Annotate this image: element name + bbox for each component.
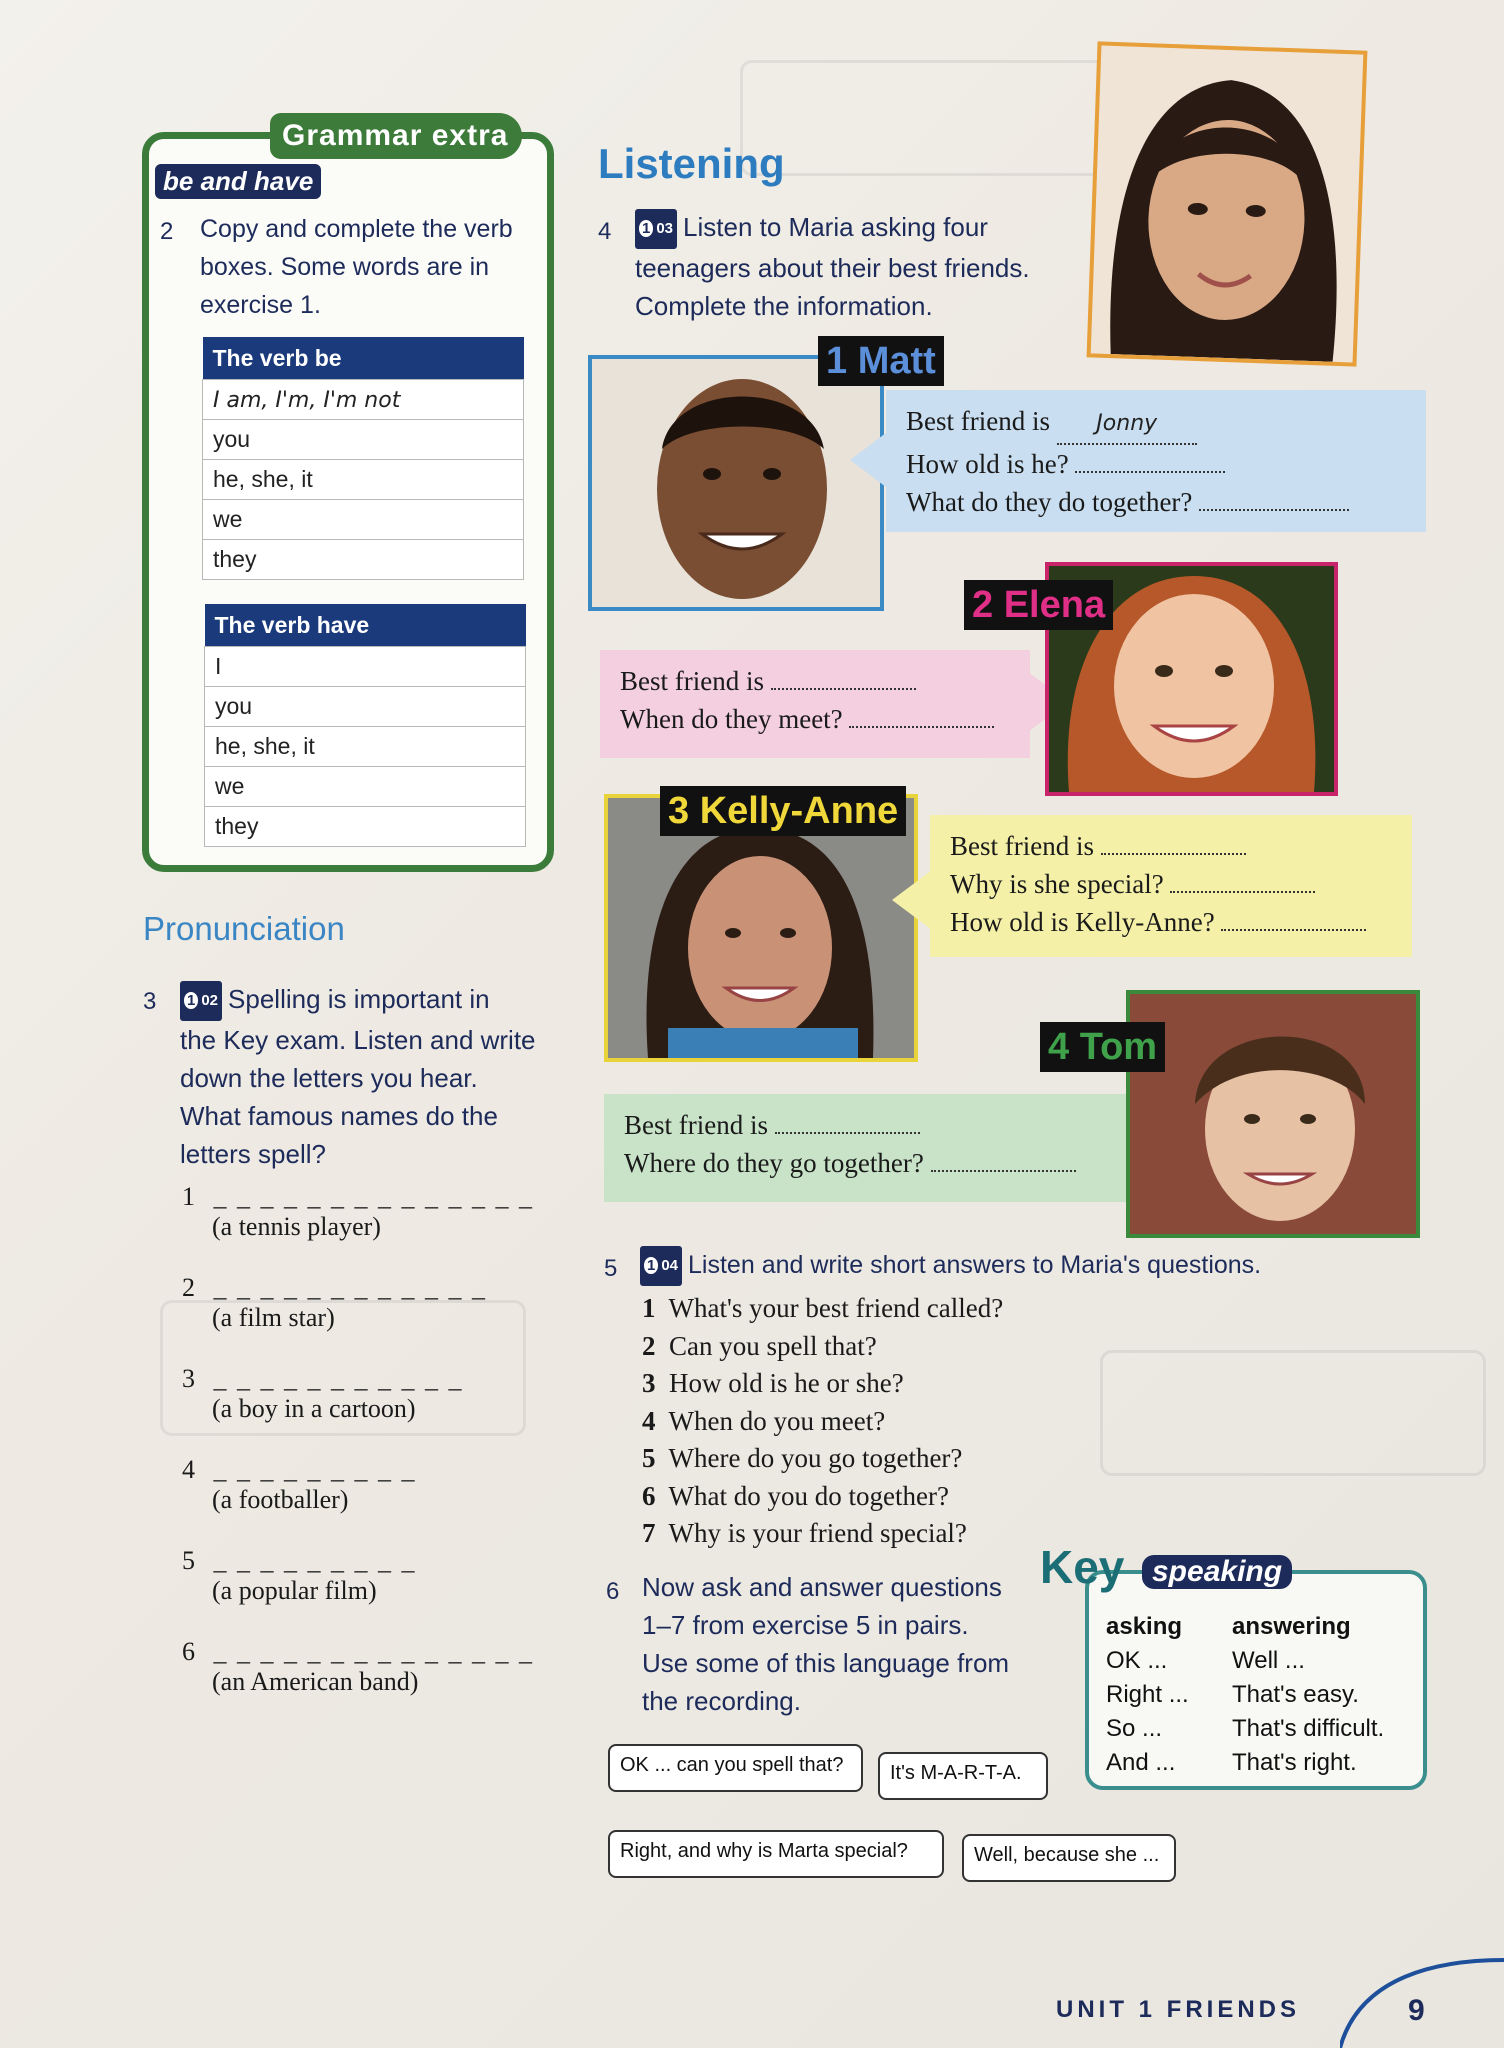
item-hint: (a tennis player): [212, 1212, 381, 1241]
track-number: 03: [656, 220, 674, 238]
list-item: Right ...: [1106, 1681, 1189, 1708]
letter-blanks[interactable]: _ _ _ _ _ _ _ _ _ _ _ _ _ _: [213, 1182, 534, 1211]
answer-field[interactable]: [849, 726, 994, 728]
verb-be-table: [202, 337, 524, 580]
item-number: 6: [182, 1637, 195, 1666]
exercise-6-instruction: [642, 1568, 1042, 1720]
answer-field[interactable]: [1057, 402, 1197, 445]
list-item: [182, 1364, 562, 1455]
question-text: Can you spell that?: [669, 1330, 877, 1361]
asking-header: asking: [1106, 1613, 1183, 1640]
speech-bubble: OK ... can you spell that?: [608, 1744, 863, 1792]
audio-track-icon[interactable]: [635, 209, 677, 249]
list-item: [642, 1440, 1003, 1478]
list-item: Well ...: [1232, 1647, 1305, 1674]
table-row: he, she, it: [205, 727, 526, 767]
verb-have-title: The verb have: [205, 604, 526, 647]
name-tag-tom: [1040, 1022, 1165, 1072]
info-line: Best friend is: [906, 406, 1050, 436]
item-number: 5: [182, 1546, 195, 1575]
letter-blanks[interactable]: _ _ _ _ _ _ _ _ _: [213, 1455, 417, 1484]
table-row: they: [205, 807, 526, 847]
answering-column: [1232, 1610, 1384, 1780]
list-item: [642, 1478, 1003, 1516]
letter-blanks[interactable]: _ _ _ _ _ _ _ _ _ _ _ _: [213, 1273, 487, 1302]
item-number: 2: [642, 1330, 656, 1361]
handwritten-answer: I am, I'm, I'm not: [213, 388, 401, 413]
tom-info-box: [604, 1094, 1152, 1202]
list-item: That's easy.: [1232, 1681, 1359, 1708]
instruction-line: Spelling is important in: [228, 984, 490, 1014]
grammar-extra-subtitle: be and have: [155, 164, 321, 199]
track-number: 04: [661, 1257, 679, 1275]
info-line: What do they do together?: [906, 487, 1193, 517]
instruction-line: teenagers about their best friends.: [635, 253, 1030, 284]
boy-portrait-icon: [1130, 994, 1416, 1234]
item-hint: (a popular film): [212, 1576, 377, 1605]
boy-portrait-icon: [592, 359, 880, 607]
list-item: [182, 1455, 562, 1546]
exercise-4-number: 4: [598, 218, 612, 245]
pointer-arrow-icon: [892, 870, 932, 930]
info-line: How old is Kelly-Anne?: [950, 907, 1215, 937]
elena-info-box: [600, 650, 1030, 758]
instruction-line: Use some of this language from: [642, 1648, 1010, 1678]
info-line: Best friend is: [620, 666, 764, 696]
item-hint: (a film star): [212, 1303, 335, 1332]
tom-photo: [1126, 990, 1420, 1238]
instruction-line: Complete the information.: [635, 291, 933, 322]
answer-field[interactable]: [931, 1170, 1076, 1172]
list-item: [642, 1290, 1003, 1328]
list-item: [182, 1546, 562, 1637]
question-text: When do you meet?: [668, 1405, 886, 1436]
listening-heading: Listening: [598, 140, 785, 187]
list-item: [642, 1515, 1003, 1553]
table-row: you: [203, 420, 524, 460]
question-text: Why is your friend special?: [668, 1518, 967, 1548]
answer-field[interactable]: [775, 1132, 920, 1134]
speech-bubble: Well, because she ...: [962, 1834, 1176, 1882]
audio-track-icon[interactable]: [180, 981, 222, 1021]
exercise-4-instruction: [635, 208, 1105, 325]
handwritten-answer: Jonny: [1096, 411, 1158, 436]
letter-blanks[interactable]: _ _ _ _ _ _ _ _ _ _ _ _ _ _: [213, 1637, 534, 1666]
answer-field[interactable]: [1170, 891, 1315, 893]
table-row: we: [203, 500, 524, 540]
pronunciation-heading: Pronunciation: [143, 910, 345, 947]
cd-number: 1: [639, 220, 653, 237]
name-tag-text: 2 Elena: [972, 584, 1106, 626]
exercise-6-number: 6: [606, 1578, 620, 1605]
list-item: That's right.: [1232, 1749, 1357, 1776]
key-speaking-subtitle: speaking: [1142, 1555, 1292, 1589]
name-tag-elena: [964, 580, 1113, 630]
item-number: 3: [642, 1368, 656, 1398]
name-tag-text: 1 Matt: [826, 340, 936, 382]
instruction-line: What famous names do the: [180, 1101, 498, 1132]
instruction-line: exercise 1.: [200, 291, 321, 319]
cd-number: 1: [644, 1257, 658, 1274]
instruction-line: Listen to Maria asking four: [683, 212, 988, 242]
cd-number: 1: [184, 992, 198, 1009]
list-item: That's difficult.: [1232, 1715, 1385, 1742]
list-item: [182, 1273, 562, 1364]
table-row: they: [203, 540, 524, 580]
item-number: 1: [642, 1293, 656, 1323]
list-item: And ...: [1106, 1749, 1176, 1776]
speech-bubble: Right, and why is Marta special?: [608, 1830, 944, 1878]
exercise-5-questions: [642, 1290, 1003, 1553]
instruction-line: Copy and complete the verb: [200, 215, 513, 243]
exercise-5-number: 5: [604, 1255, 618, 1282]
answer-field[interactable]: [1199, 509, 1349, 511]
table-row: you: [205, 687, 526, 727]
name-tag-matt: [818, 336, 944, 386]
item-number: 7: [642, 1518, 656, 1548]
letter-blanks[interactable]: _ _ _ _ _ _ _ _ _ _ _: [213, 1364, 464, 1393]
grammar-extra-badge: Grammar extra: [270, 113, 522, 159]
table-row: he, she, it: [203, 460, 524, 500]
answer-field[interactable]: [1075, 471, 1225, 473]
maria-photo: [1087, 41, 1368, 366]
instruction-line: Now ask and answer questions: [642, 1572, 1002, 1602]
matt-photo: [588, 355, 884, 611]
exercise-5-instruction: [640, 1246, 1430, 1286]
list-item: So ...: [1106, 1715, 1163, 1742]
item-number: 4: [642, 1405, 656, 1436]
instruction-line: boxes. Some words are in: [200, 253, 490, 281]
page-number: 9: [1408, 1994, 1425, 2027]
item-number: 3: [182, 1364, 195, 1393]
item-hint: (a boy in a cartoon): [212, 1394, 416, 1423]
exercise-2-number: 2: [160, 218, 174, 245]
item-number: 5: [642, 1443, 656, 1473]
question-text: What's your best friend called?: [668, 1293, 1004, 1323]
item-number: 4: [182, 1455, 195, 1484]
verb-have-table: [204, 604, 526, 847]
pointer-arrow-icon: [850, 430, 890, 490]
instruction-line: down the letters you hear.: [180, 1063, 478, 1094]
exercise-3-instruction: [180, 980, 560, 1173]
question-text: How old is he or she?: [669, 1368, 904, 1398]
info-line: Where do they go together?: [624, 1148, 924, 1178]
speech-bubble: It's M-A-R-T-A.: [878, 1752, 1048, 1800]
list-item: [642, 1328, 1003, 1366]
instruction-line: the recording.: [642, 1686, 801, 1716]
girl-portrait-icon: [608, 798, 914, 1058]
answer-field[interactable]: [1101, 853, 1246, 855]
question-text: What do you do together?: [668, 1480, 949, 1511]
list-item: [182, 1637, 562, 1728]
letter-blanks[interactable]: _ _ _ _ _ _ _ _ _: [213, 1546, 417, 1575]
girl-portrait-icon: [1091, 46, 1364, 363]
instruction-text: Listen and write short answers to Maria's questions.: [688, 1251, 1262, 1279]
list-item: [642, 1365, 1003, 1403]
exercise-2-instruction: [200, 210, 530, 324]
instruction-line: the Key exam. Listen and write: [180, 1025, 536, 1056]
info-line: Best friend is: [950, 831, 1094, 861]
item-hint: (an American band): [212, 1667, 419, 1696]
info-line: When do they meet?: [620, 704, 843, 734]
footer-unit-label: UNIT 1 FRIENDS: [1056, 1996, 1301, 2023]
audio-track-icon[interactable]: [640, 1246, 682, 1286]
kelly-anne-info-box: [930, 815, 1412, 957]
name-tag-text: 4 Tom: [1048, 1026, 1158, 1068]
info-line: How old is he?: [906, 449, 1069, 479]
table-row: we: [205, 767, 526, 807]
item-hint: (a footballer): [212, 1485, 349, 1514]
matt-info-box: [886, 390, 1426, 532]
item-number: 2: [182, 1273, 195, 1302]
info-line: Best friend is: [624, 1110, 768, 1140]
question-text: Where do you go together?: [668, 1443, 963, 1473]
info-line: Why is she special?: [950, 869, 1164, 899]
verb-be-title: The verb be: [203, 337, 524, 380]
answer-field[interactable]: [1221, 929, 1366, 931]
answer-field[interactable]: [771, 688, 916, 690]
name-tag-kelly-anne: [660, 786, 906, 836]
table-row: [203, 380, 524, 420]
asking-column: [1106, 1610, 1189, 1780]
instruction-line: letters spell?: [180, 1139, 326, 1170]
key-speaking-title: Key: [1040, 1541, 1125, 1593]
table-row: I: [205, 647, 526, 687]
item-number: 1: [182, 1182, 195, 1211]
answering-header: answering: [1232, 1613, 1351, 1640]
spelling-list: [182, 1182, 562, 1728]
list-item: [182, 1182, 562, 1273]
list-item: [642, 1403, 1003, 1441]
instruction-line: 1–7 from exercise 5 in pairs.: [642, 1610, 969, 1640]
exercise-3-number: 3: [143, 988, 157, 1015]
item-number: 6: [642, 1480, 656, 1511]
list-item: OK ...: [1106, 1647, 1168, 1674]
name-tag-text: 3 Kelly-Anne: [668, 790, 899, 832]
track-number: 02: [201, 992, 219, 1010]
